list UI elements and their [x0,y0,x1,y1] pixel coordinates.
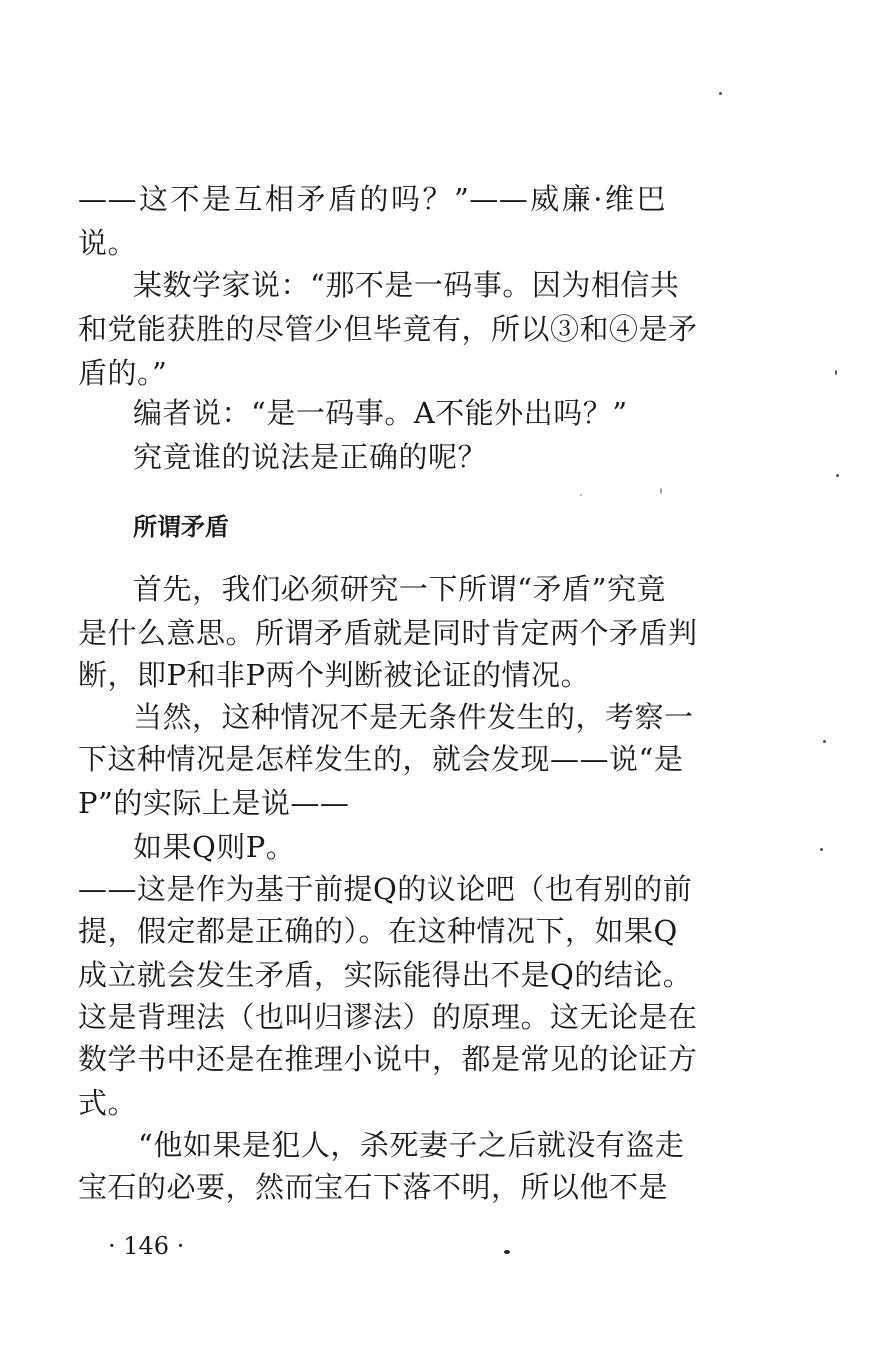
text-line: 如果Q则P。 [133,830,296,864]
section-heading: 所谓矛盾 [133,512,229,541]
text-line: 究竟谁的说法是正确的呢？ [133,440,488,474]
text-line: 下这种情况是怎样发生的，就会发现——说“是 [78,742,684,776]
text-line: 提，假定都是正确的）。在这种情况下，如果Q [78,914,678,948]
text-line: 数学书中还是在推理小说中，都是常见的论证方 [78,1042,698,1076]
scan-speck [835,370,837,375]
text-line: 当然，这种情况不是无条件发生的，考察一 [133,700,694,734]
text-line: P”的实际上是说—— [78,786,350,820]
text-line: 成立就会发生矛盾，实际能得出不是Q的结论。 [78,958,693,992]
text-line: ——这是作为基于前提Q的议论吧（也有别的前 [78,872,693,906]
text-line: 说。 [78,226,138,260]
text-line: 某数学家说：“那不是一码事。因为相信共 [133,268,680,302]
scan-speck [504,1250,510,1254]
text-line: 编者说：“是一码事。A不能外出吗？” [133,396,628,430]
text-line: “他如果是犯人，杀死妻子之后就没有盗走 [138,1128,685,1162]
scan-speck [820,848,823,851]
text-line: 宝石的必要，然而宝石下落不明，所以他不是 [78,1170,669,1204]
scan-speck [823,740,826,743]
text-line: 是什么意思。所谓矛盾就是同时肯定两个矛盾判 [78,616,698,650]
text-line: 这是背理法（也叫归谬法）的原理。这无论是在 [78,1000,698,1034]
scan-speck [836,474,839,477]
text-line: 断，即P和非P两个判断被论证的情况。 [78,658,591,692]
page-number: · 146 · [108,1232,185,1260]
scan-speck [580,494,582,496]
text-line: 盾的。” [78,356,168,390]
scan-speck [660,488,662,494]
scan-speck [719,92,722,95]
text-line: ——这不是互相矛盾的吗？”——威廉·维巴 [78,182,666,216]
text-line: 和党能获胜的尽管少但毕竟有，所以③和④是矛 [78,312,698,346]
text-line: 式。 [78,1086,138,1120]
text-line: 首先，我们必须研究一下所谓“矛盾”究竟 [133,572,666,606]
